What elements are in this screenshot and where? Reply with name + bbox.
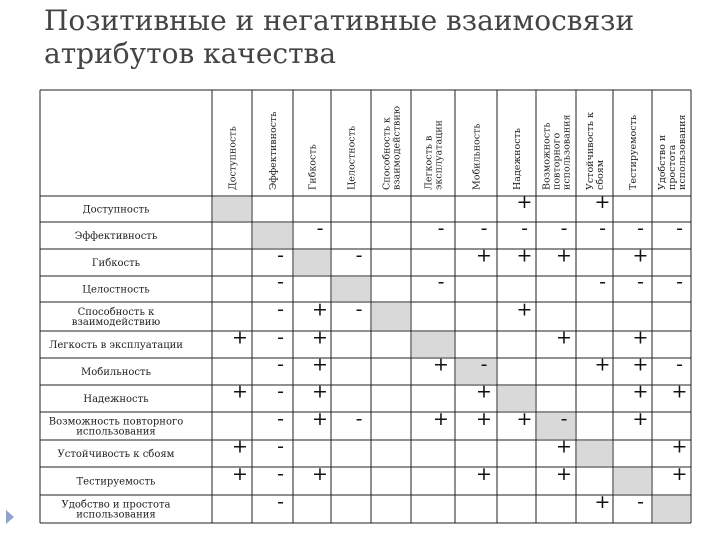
column-header bbox=[542, 115, 573, 190]
slide-nav-arrow-icon[interactable] bbox=[6, 510, 14, 524]
diagonal-cell bbox=[577, 441, 612, 466]
positive-mark: + bbox=[632, 380, 649, 403]
negative-mark: - bbox=[637, 217, 644, 240]
column-header bbox=[512, 128, 523, 190]
row-label: использования bbox=[76, 426, 156, 438]
row-label: Удобство и простота bbox=[61, 499, 171, 511]
positive-mark: + bbox=[312, 353, 328, 376]
row-label: Доступность bbox=[82, 204, 150, 216]
positive-mark: + bbox=[594, 353, 611, 376]
row-label: Эффективность bbox=[74, 231, 158, 242]
negative-mark: - bbox=[599, 271, 606, 293]
negative-mark: - bbox=[316, 217, 324, 240]
diagonal-cell bbox=[332, 277, 370, 301]
row-label: Целостность bbox=[82, 284, 150, 296]
positive-mark: + bbox=[476, 408, 492, 430]
column-header-line: Устойчивость к bbox=[585, 112, 596, 190]
column-header-line: повторного bbox=[551, 132, 563, 190]
negative-mark: - bbox=[437, 271, 445, 293]
negative-mark: - bbox=[437, 217, 445, 240]
positive-mark: + bbox=[516, 408, 533, 430]
negative-mark: - bbox=[277, 463, 284, 485]
negative-mark: - bbox=[560, 408, 568, 430]
positive-mark: + bbox=[632, 408, 649, 430]
negative-mark: - bbox=[521, 217, 528, 240]
positive-mark: + bbox=[312, 408, 328, 430]
negative-mark: - bbox=[676, 217, 683, 240]
column-header-line: Доступность bbox=[227, 126, 239, 190]
title-line-2: атрибутов качества bbox=[44, 37, 337, 70]
negative-mark: - bbox=[277, 271, 284, 293]
title-line-1: Позитивные и негативные взаимосвязи bbox=[44, 4, 635, 37]
negative-mark: - bbox=[277, 326, 284, 349]
column-header-line: сбоям bbox=[595, 159, 606, 190]
diagonal-cell bbox=[294, 250, 330, 275]
row-label: Надежность bbox=[83, 394, 149, 405]
positive-mark: + bbox=[632, 244, 649, 267]
column-header-line: Возможность bbox=[541, 122, 553, 190]
diagonal-cell bbox=[213, 197, 251, 221]
column-header-line: простота bbox=[667, 144, 678, 190]
positive-mark: + bbox=[671, 463, 688, 485]
column-header bbox=[472, 123, 483, 190]
positive-mark: + bbox=[232, 463, 248, 485]
column-header bbox=[382, 106, 403, 190]
column-header-line: использования bbox=[677, 114, 688, 190]
positive-mark: + bbox=[671, 435, 688, 458]
column-header bbox=[268, 112, 279, 190]
positive-mark: + bbox=[632, 353, 649, 376]
column-header-line: Удобство и bbox=[657, 134, 668, 190]
column-header-line: Способность к bbox=[381, 117, 393, 190]
row-label: Устойчивость к сбоям bbox=[57, 449, 175, 460]
positive-mark: + bbox=[556, 326, 572, 349]
diagonal-cell bbox=[253, 223, 292, 248]
row-label: Тестируемость bbox=[76, 476, 156, 488]
diagonal-cell bbox=[372, 303, 410, 330]
negative-mark: - bbox=[637, 271, 644, 293]
column-header bbox=[228, 126, 239, 190]
row-label: использования bbox=[76, 509, 156, 521]
positive-mark: + bbox=[556, 463, 572, 485]
column-header-line: Эффективность bbox=[268, 111, 279, 190]
positive-mark: + bbox=[476, 380, 492, 403]
column-header bbox=[347, 126, 358, 190]
negative-mark: - bbox=[277, 435, 284, 458]
column-header-line: использования bbox=[561, 114, 573, 190]
column-header-line: Тестируемость bbox=[628, 114, 639, 190]
negative-mark: - bbox=[277, 298, 284, 321]
negative-mark: - bbox=[277, 408, 284, 430]
negative-mark: - bbox=[355, 298, 363, 321]
positive-mark: + bbox=[671, 380, 688, 403]
column-header-line: взаимодействию bbox=[391, 106, 403, 190]
diagonal-cell bbox=[614, 468, 651, 494]
positive-mark: + bbox=[516, 244, 533, 267]
column-header bbox=[308, 144, 319, 190]
negative-mark: - bbox=[637, 491, 644, 513]
positive-mark: + bbox=[632, 326, 649, 349]
diagonal-cell bbox=[653, 496, 690, 522]
positive-mark: + bbox=[556, 435, 572, 458]
row-label: Гибкость bbox=[91, 258, 141, 269]
row-label: Возможность повторного bbox=[48, 416, 184, 428]
column-header-line: Легкость в bbox=[423, 135, 435, 190]
positive-mark: + bbox=[476, 463, 492, 485]
column-header bbox=[628, 115, 639, 190]
negative-mark: - bbox=[277, 491, 284, 513]
negative-mark: - bbox=[277, 244, 284, 267]
positive-mark: + bbox=[433, 353, 449, 376]
positive-mark: + bbox=[476, 244, 492, 267]
column-header-line: Гибкость bbox=[307, 144, 319, 190]
positive-mark: + bbox=[594, 491, 611, 513]
positive-mark: + bbox=[312, 380, 328, 403]
positive-mark: + bbox=[312, 326, 328, 349]
positive-mark: + bbox=[556, 244, 572, 267]
negative-mark: - bbox=[480, 217, 488, 240]
negative-mark: - bbox=[277, 380, 284, 403]
positive-mark: + bbox=[232, 326, 248, 349]
positive-mark: + bbox=[516, 298, 533, 321]
positive-mark: + bbox=[312, 463, 328, 485]
negative-mark: - bbox=[560, 217, 568, 240]
column-header-line: эксплуатации bbox=[433, 120, 445, 190]
row-label: Легкость в эксплуатации bbox=[49, 340, 183, 351]
negative-mark: - bbox=[676, 353, 683, 376]
positive-mark: + bbox=[516, 191, 533, 213]
row-label: Способность к bbox=[77, 307, 155, 318]
negative-mark: - bbox=[355, 244, 363, 267]
positive-mark: + bbox=[232, 435, 248, 458]
column-header bbox=[424, 120, 445, 190]
negative-mark: - bbox=[599, 217, 606, 240]
negative-mark: - bbox=[355, 408, 363, 430]
column-header-line: Надежность bbox=[512, 128, 523, 190]
positive-mark: + bbox=[594, 191, 611, 213]
positive-mark: + bbox=[312, 298, 328, 321]
column-header-line: Мобильность bbox=[471, 123, 483, 190]
column-header bbox=[657, 115, 688, 190]
column-header-line: Целостность bbox=[346, 125, 358, 190]
column-header bbox=[585, 112, 606, 190]
positive-mark: + bbox=[433, 408, 449, 430]
negative-mark: - bbox=[480, 353, 488, 376]
row-label: Мобильность bbox=[80, 367, 152, 378]
positive-mark: + bbox=[232, 380, 248, 403]
negative-mark: - bbox=[676, 271, 683, 293]
row-label: взаимодействию bbox=[71, 317, 161, 328]
negative-mark: - bbox=[277, 353, 284, 376]
